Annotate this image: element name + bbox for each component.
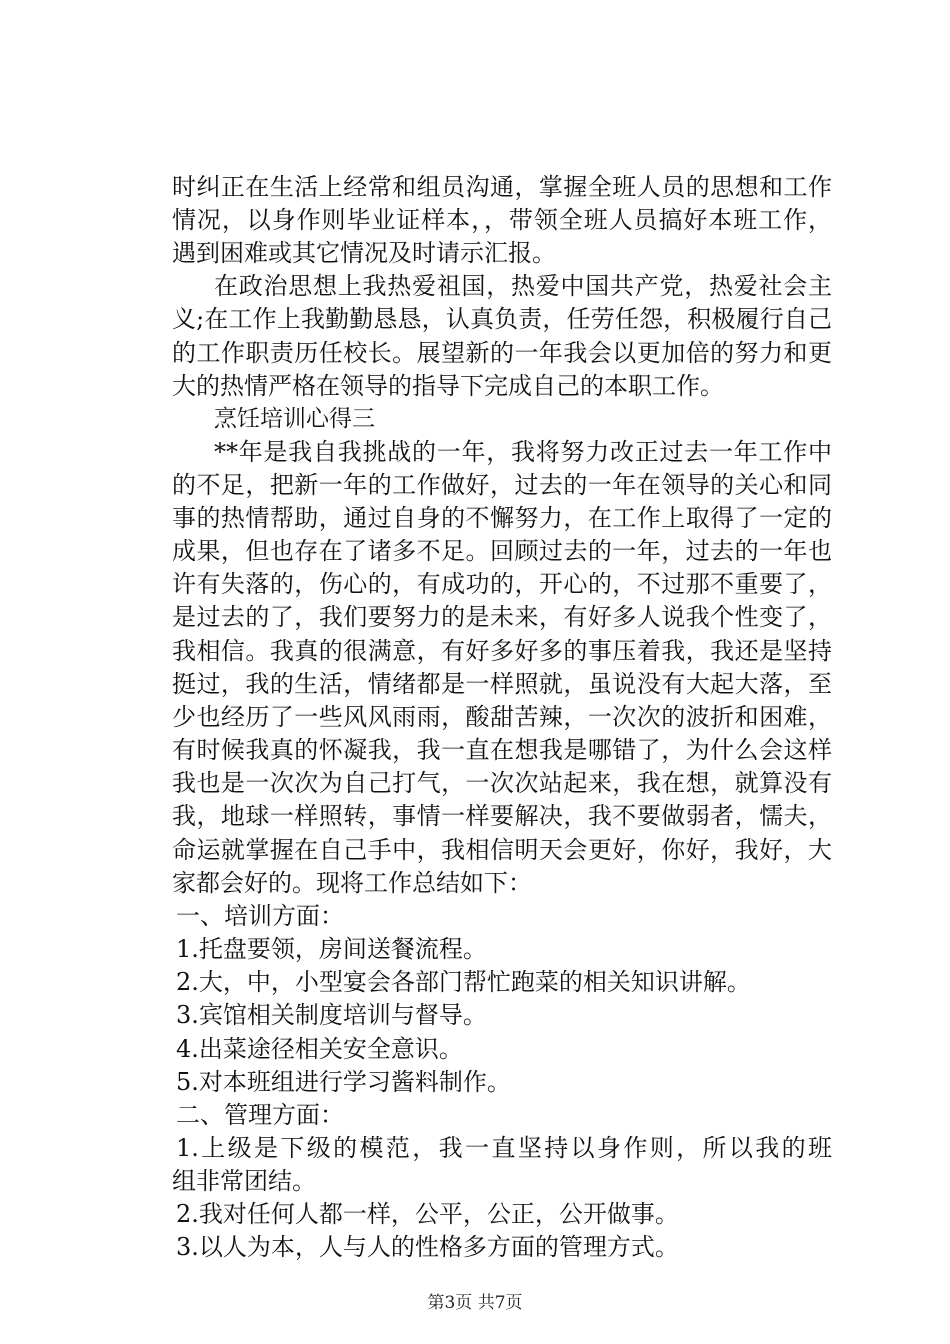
paragraph-line: 有时候我真的怀凝我，我一直在想我是哪错了，为什么会这样: [172, 736, 832, 764]
paragraph-line: 事的热情帮助，通过自身的不懈努力，在工作上取得了一定的: [172, 504, 832, 532]
paragraph-line: 时纠正在生活上经常和组员沟通，掌握全班人员的思想和工作: [172, 173, 832, 201]
list-item: 3.宾馆相关制度培训与督导。: [176, 1001, 487, 1029]
paragraph-line: 情况，以身作则毕业证样本，，带领全班人员搞好本班工作，: [172, 206, 832, 234]
paragraph-line: 命运就掌握在自己手中，我相信明天会更好，你好，我好，大: [172, 836, 832, 864]
paragraph-line: 在政治思想上我热爱祖国，热爱中国共产党，热爱社会主: [214, 272, 832, 300]
paragraph-line: 我相信。我真的很满意，有好多好多的事压着我，我还是坚持: [172, 637, 832, 665]
paragraph-line: 遇到困难或其它情况及时请示汇报。: [172, 239, 556, 267]
paragraph-line: 家都会好的。现将工作总结如下：: [172, 869, 532, 897]
list-item: 4.出菜途径相关安全意识。: [176, 1035, 463, 1063]
paragraph-line: **年是我自我挑战的一年，我将努力改正过去一年工作中: [214, 438, 832, 466]
paragraph-line: 大的热情严格在领导的指导下完成自己的本职工作。: [172, 372, 724, 400]
paragraph-line: 我也是一次次为自己打气，一次次站起来，我在想，就算没有: [172, 769, 832, 797]
paragraph-line: 的工作职责历任校长。展望新的一年我会以更加倍的努力和更: [172, 339, 832, 367]
list-item: 2.大，中，小型宴会各部门帮忙跑菜的相关知识讲解。: [176, 968, 751, 996]
paragraph-line: 少也经历了一些风风雨雨，酸甜苦辣，一次次的波折和困难，: [172, 703, 832, 731]
paragraph-line: 成果，但也存在了诸多不足。回顾过去的一年，过去的一年也: [172, 537, 832, 565]
paragraph-line: 的不足，把新一年的工作做好，过去的一年在领导的关心和同: [172, 471, 832, 499]
paragraph-line: 义;在工作上我勤勤恳恳，认真负责，任劳任怨，积极履行自己: [172, 305, 832, 333]
list-item: 1.上级是下级的模范，我一直坚持以身作则，所以我的班: [176, 1134, 832, 1162]
section-heading: 一、培训方面：: [176, 902, 344, 930]
list-item: 3.以人为本，人与人的性格多方面的管理方式。: [176, 1233, 679, 1261]
paragraph-line: 挺过，我的生活，情绪都是一样照就，虽说没有大起大落，至: [172, 670, 832, 698]
section-heading: 二、管理方面：: [176, 1101, 344, 1129]
page-footer: 第3页 共7页: [427, 1293, 523, 1313]
paragraph-line: 我，地球一样照转，事情一样要解决，我不要做弱者，懦夫，: [172, 802, 832, 830]
list-item-continuation: 组非常团结。: [172, 1167, 316, 1195]
paragraph-line: 许有失落的，伤心的，有成功的，开心的，不过那不重要了，: [172, 570, 832, 598]
paragraph-line: 是过去的了，我们要努力的是未来，有好多人说我个性变了，: [172, 603, 832, 631]
list-item: 5.对本班组进行学习酱料制作。: [176, 1068, 511, 1096]
list-item: 1.托盘要领，房间送餐流程。: [176, 935, 487, 963]
list-item: 2.我对任何人都一样，公平，公正，公开做事。: [176, 1200, 679, 1228]
section-title: 烹饪培训心得三: [214, 406, 375, 432]
